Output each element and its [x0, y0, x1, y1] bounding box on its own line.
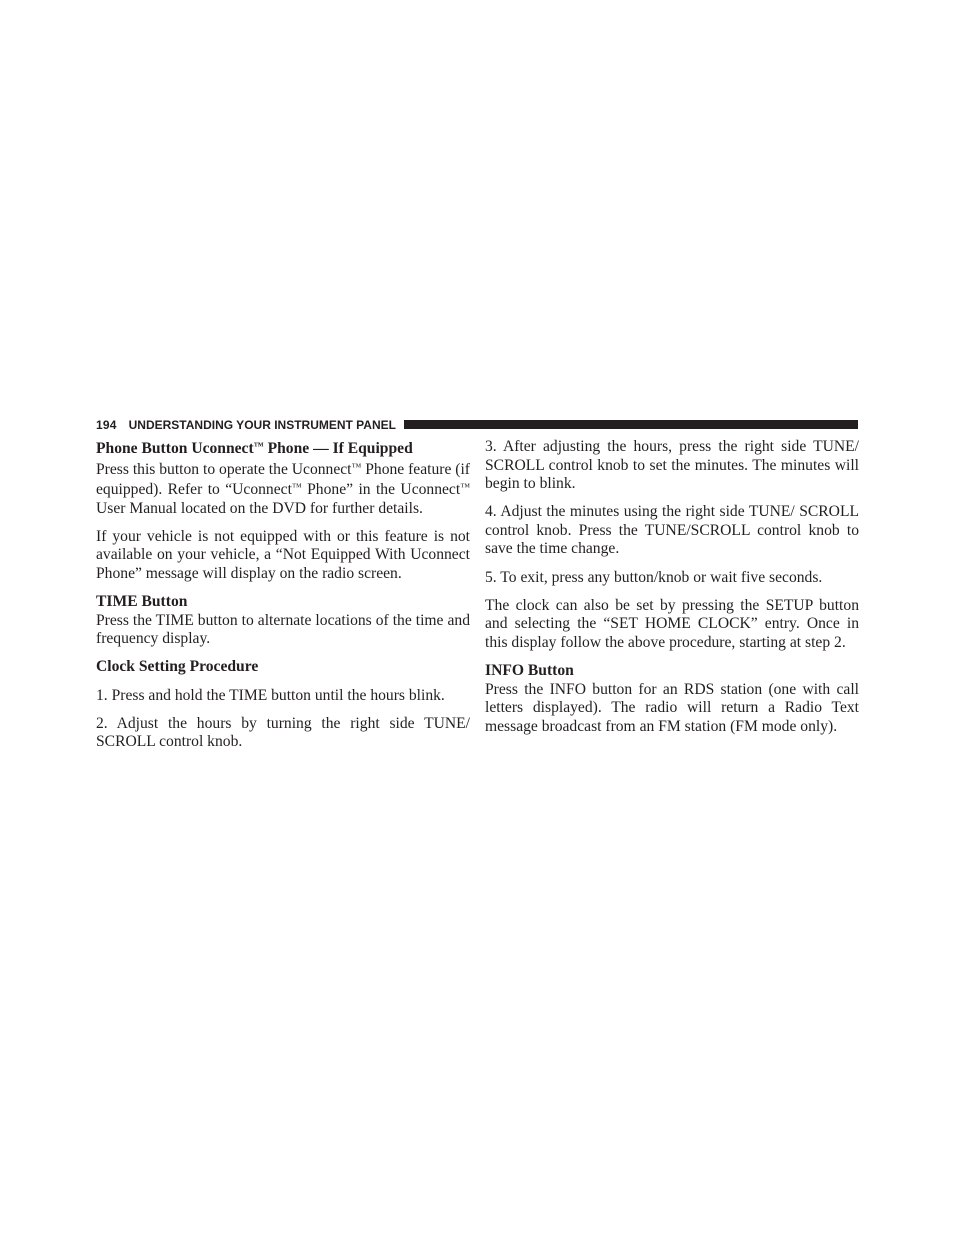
info-button-heading: INFO Button [485, 661, 574, 679]
header-rule [404, 420, 858, 429]
phone-button-paragraph: Press this button to operate the Uconnect™ Phone feature (if equipped). Refer to “Uconnect™ Phone” in the Uconnect™ User Manual located on the DVD for further details. [96, 460, 471, 517]
phone-button-heading: Phone Button Uconnect™ Phone — If Equipped [96, 440, 413, 457]
setup-clock-paragraph: The clock can also be set by pressing the SETUP button and selecting the “SET HOME CLOCK” entry. Once in this display follow the above procedure, starting at step 2. [485, 596, 859, 651]
clock-setting-heading: Clock Setting Procedure [96, 658, 259, 676]
time-button-paragraph: Press the TIME button to alternate locations of the time and frequency display. [96, 611, 470, 648]
clock-step-5: 5. To exit, press any button/knob or wait five seconds. [485, 568, 823, 586]
page-number: 194 [96, 417, 117, 432]
clock-step-3: 3. After adjusting the hours, press the right side TUNE/ SCROLL control knob to set the minutes. The minutes will begin to blink. [485, 438, 859, 493]
page-header [96, 417, 858, 432]
info-button-paragraph: Press the INFO button for an RDS station (one with call letters displayed). The radio will return a Radio Text message broadcast from an FM station (FM mode only). [485, 680, 859, 735]
clock-step-4: 4. Adjust the minutes using the right side TUNE/ SCROLL control knob. Press the TUNE/SCROLL control knob to save the time change. [485, 503, 859, 558]
section-title: UNDERSTANDING YOUR INSTRUMENT PANEL [128, 417, 396, 432]
clock-step-1: 1. Press and hold the TIME button until the hours blink. [96, 686, 445, 704]
time-button-heading: TIME Button [96, 593, 188, 611]
left-column [96, 438, 470, 752]
not-equipped-paragraph: If your vehicle is not equipped with or this feature is not available on your vehicle, a “Not Equipped With Uconnect Phone” message will display on the radio screen. [96, 527, 470, 583]
clock-step-2: 2. Adjust the hours by turning the right side TUNE/ SCROLL control knob. [96, 714, 470, 751]
right-column [485, 438, 859, 736]
